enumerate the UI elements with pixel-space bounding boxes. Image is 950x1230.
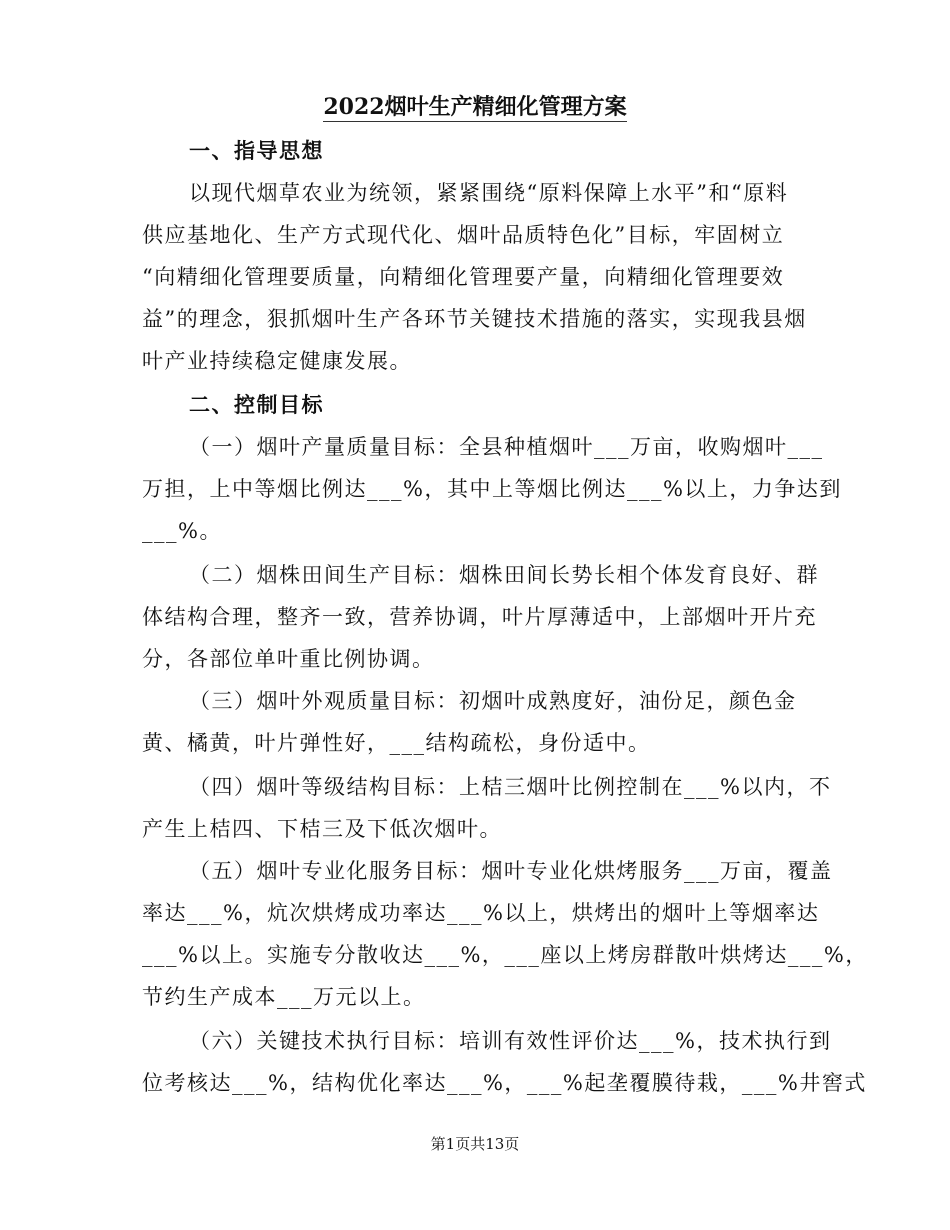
paragraph-line: “向精细化管理要质量，向精细化管理要产量，向精细化管理要效 <box>142 265 785 289</box>
paragraph-line: 黄、橘黄，叶片弹性好，___结构疏松，身份适中。 <box>142 731 651 755</box>
paragraph-line: （二）烟株田间生产目标：烟株田间长势长相个体发育良好、群 <box>189 563 819 587</box>
paragraph-line: 供应基地化、生产方式现代化、烟叶品质特色化”目标，牢固树立 <box>142 223 785 247</box>
paragraph-line: 万担，上中等烟比例达___%，其中上等烟比例达___%以上，力争达到 <box>142 477 842 501</box>
section-heading-2: 二、控制目标 <box>189 392 324 417</box>
page-number-footer: 第1页共13页 <box>430 1135 520 1153</box>
paragraph-line: （五）烟叶专业化服务目标：烟叶专业化烘烤服务___万亩，覆盖 <box>189 859 833 883</box>
paragraph-line: （一）烟叶产量质量目标：全县种植烟叶___万亩，收购烟叶___ <box>189 435 824 459</box>
paragraph-line: 体结构合理，整齐一致，营养协调，叶片厚薄适中，上部烟叶开片充 <box>142 605 817 629</box>
paragraph-line: 益”的理念，狠抓烟叶生产各环节关键技术措施的落实，实现我县烟 <box>142 307 807 331</box>
paragraph-line: （三）烟叶外观质量目标：初烟叶成熟度好，油份足，颜色金 <box>189 689 797 713</box>
paragraph-line: （六）关键技术执行目标：培训有效性评价达___%，技术执行到 <box>189 1029 832 1053</box>
paragraph-line: 位考核达___%，结构优化率达___%，___%起垄覆膜待栽，___%井窖式 <box>142 1071 867 1095</box>
paragraph-line: 叶产业持续稳定健康发展。 <box>142 349 412 373</box>
section-heading-1: 一、指导思想 <box>189 138 324 163</box>
document-title <box>0 92 950 122</box>
document-title-text: 2022烟叶生产精细化管理方案 <box>323 94 627 120</box>
paragraph-line: 率达___%，炕次烘烤成功率达___%以上，烘烤出的烟叶上等烟率达 <box>142 901 820 925</box>
paragraph-line: 节约生产成本___万元以上。 <box>142 985 426 1009</box>
paragraph-line: 以现代烟草农业为统领，紧紧围绕“原料保障上水平”和“原料 <box>189 181 789 205</box>
paragraph-line: ___%以上。实施专分散收达___%，___座以上烤房群散叶烘烤达___%， <box>142 943 868 967</box>
paragraph-line: 分，各部位单叶重比例协调。 <box>142 647 435 671</box>
paragraph-line: ___%。 <box>142 519 222 543</box>
paragraph-line: 产生上桔四、下桔三及下低次烟叶。 <box>142 817 502 841</box>
paragraph-line: （四）烟叶等级结构目标：上桔三烟叶比例控制在___%以内，不 <box>189 775 832 799</box>
